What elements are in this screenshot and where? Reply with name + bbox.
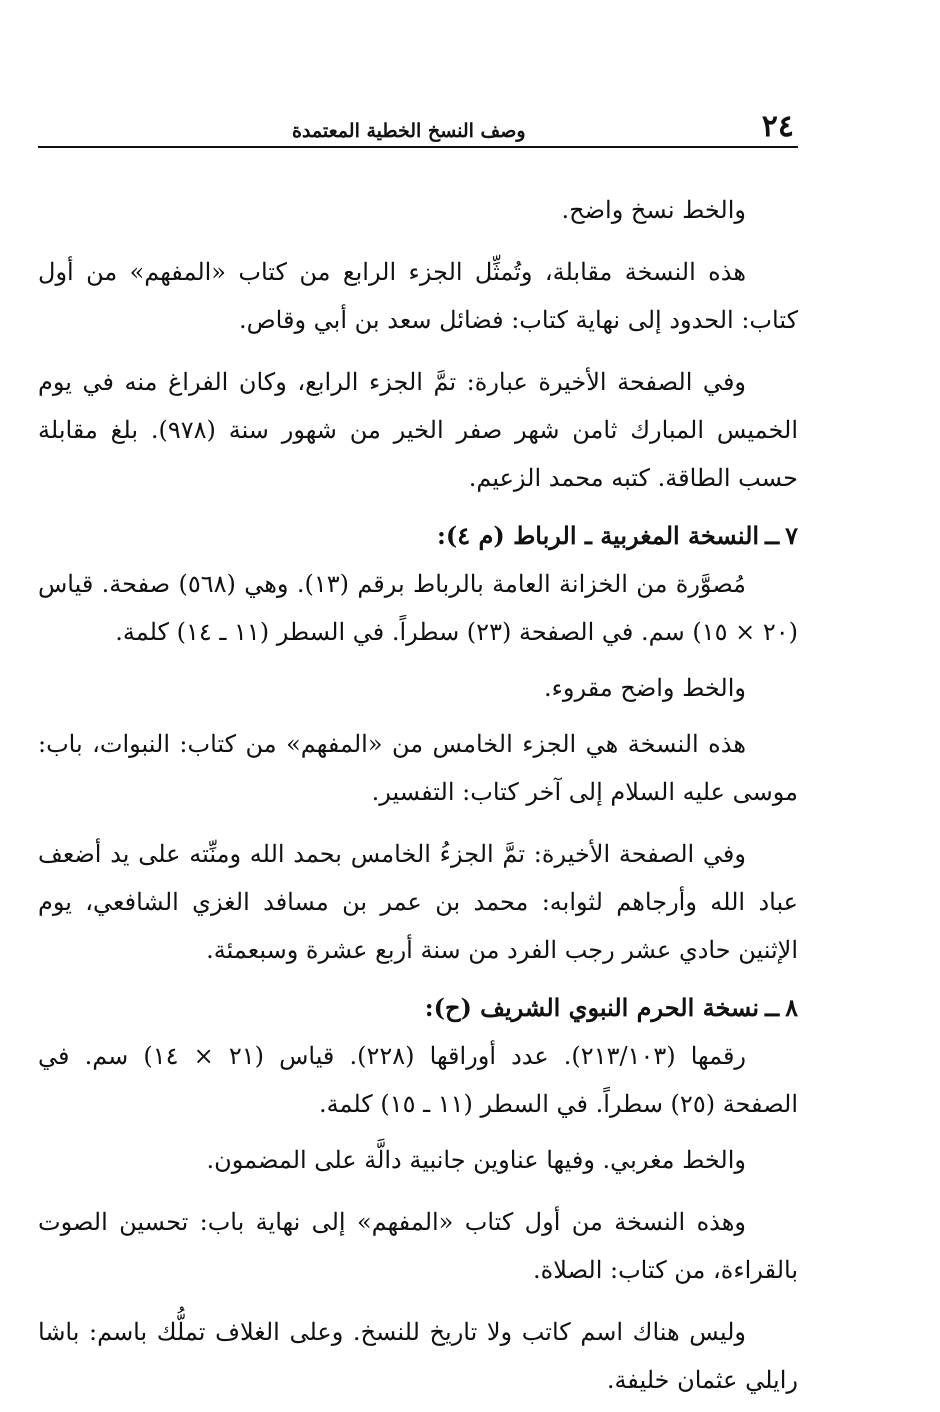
section-title-8: نسخة الحرم النبوي الشريف (ح): bbox=[424, 993, 760, 1022]
running-head: وصف النسخ الخطية المعتمدة bbox=[292, 120, 526, 142]
section-heading-7 bbox=[38, 512, 798, 560]
section-heading-8 bbox=[38, 984, 798, 1032]
book-page bbox=[38, 100, 798, 1412]
paragraph-haram-ownership: وليس هناك اسم كاتب ولا تاريخ للنسخ. وعلى الغلاف تملُّك باسم: باشا رايلي عثمان خليفة. bbox=[38, 1318, 798, 1394]
page-number: ٢٤ bbox=[761, 109, 794, 144]
dash-rule: ــ bbox=[765, 521, 780, 550]
paragraph-rabat-script: والخط واضح مقروء. bbox=[544, 674, 746, 702]
paragraph-rabat-details: مُصوَّرة من الخزانة العامة بالرباط برقم (١٣). وهي (٥٦٨) صفحة. قياس (٢٠ × ١٥) سم. في الصفحة (٢٣) سطراً. في السطر (١١ ـ ١٤) كلمة. bbox=[38, 570, 798, 646]
section-number-7: ٧ bbox=[785, 521, 798, 550]
dash-rule: ــ bbox=[765, 993, 780, 1022]
page-body bbox=[38, 148, 798, 1404]
paragraph-colophon: وفي الصفحة الأخيرة عبارة: تمَّ الجزء الرابع، وكان الفراغ منه في يوم الخميس المبارك ثامن شهر صفر الخير من شهور سنة (٩٧٨). بلغ مقابلة حسب الطاقة. كتبه محمد الزعيم. bbox=[38, 368, 799, 492]
paragraph-script-description: والخط نسخ واضح. bbox=[561, 196, 746, 224]
paragraph-haram-script: والخط مغربي. وفيها عناوين جانبية دالَّة على المضمون. bbox=[206, 1146, 746, 1174]
section-title-7: النسخة المغربية ـ الرباط (م ٤): bbox=[437, 521, 760, 550]
paragraph-rabat-content: هذه النسخة هي الجزء الخامس من «المفهم» من كتاب: النبوات، باب: موسى عليه السلام إلى آخر كتاب: التفسير. bbox=[38, 730, 798, 806]
paragraph-haram-details: رقمها (٢١٣/١٠٣). عدد أوراقها (٢٢٨). قياس (٢١ × ١٤) سم. في الصفحة (٢٥) سطراً. في السطر (١١ ـ ١٥) كلمة. bbox=[38, 1042, 798, 1118]
paragraph-rabat-colophon: وفي الصفحة الأخيرة: تمَّ الجزءُ الخامس بحمد الله ومنِّته على يد أضعف عباد الله وأرجاهم لثوابه: محمد بن عمر بن مسافد الغزي الشافعي، يوم الإثنين حادي عشر رجب الفرد من سنة أربع عشرة وسبعمئة. bbox=[38, 840, 799, 964]
page-header bbox=[38, 100, 798, 148]
paragraph-haram-content: وهذه النسخة من أول كتاب «المفهم» إلى نهاية باب: تحسين الصوت بالقراءة، من كتاب: الصلاة. bbox=[38, 1208, 798, 1284]
paragraph-manuscript-content: هذه النسخة مقابلة، وتُمثِّل الجزء الرابع من كتاب «المفهم» من أول كتاب: الحدود إلى نهاية كتاب: فضائل سعد بن أبي وقاص. bbox=[38, 258, 798, 334]
section-number-8: ٨ bbox=[785, 993, 798, 1022]
